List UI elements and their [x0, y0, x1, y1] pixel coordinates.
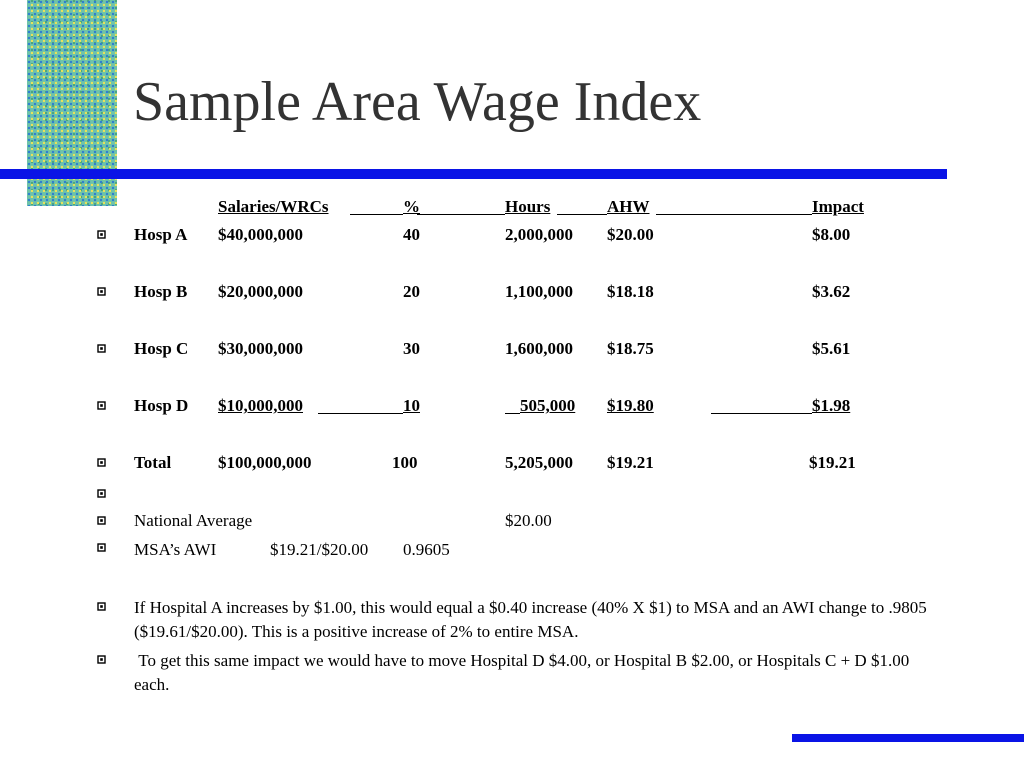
- explanation-paragraph-2: To get this same impact we would have to move Hospital D $4.00, or Hospital B $2.00, or Hospitals C + D $1.00 each.: [134, 651, 914, 694]
- row-pct: 100: [392, 453, 418, 472]
- square-bullet-icon: [97, 489, 106, 498]
- square-bullet-icon: [97, 230, 106, 239]
- header-ahw: AHW: [607, 197, 650, 216]
- header-underline-gap: [656, 214, 812, 215]
- row-salaries: $30,000,000: [218, 339, 303, 358]
- row-ahw: $19.80: [607, 396, 654, 415]
- header-impact: Impact: [812, 197, 864, 216]
- square-bullet-icon: [97, 287, 106, 296]
- slide-title: Sample Area Wage Index: [133, 71, 702, 133]
- row-underline-gap: [505, 413, 520, 414]
- row-name: Hosp D: [134, 396, 189, 415]
- square-bullet-icon: [97, 458, 106, 467]
- row-salaries: $10,000,000: [218, 396, 303, 415]
- row-hours: 5,205,000: [505, 453, 573, 472]
- row-name: Hosp B: [134, 282, 188, 301]
- row-pct: 20: [403, 282, 420, 301]
- row-underline-gap: [318, 413, 403, 414]
- row-name: Hosp C: [134, 339, 189, 358]
- row-underline-gap: [711, 413, 812, 414]
- square-bullet-icon: [97, 516, 106, 525]
- row-salaries: $40,000,000: [218, 225, 303, 244]
- msa-awi-label: MSA’s AWI: [134, 540, 217, 559]
- header-pct: %: [403, 197, 420, 216]
- header-salaries: Salaries/WRCs: [218, 197, 329, 216]
- square-bullet-icon: [97, 655, 106, 664]
- bottom-accent-bar: [792, 734, 1024, 742]
- row-salaries: $100,000,000: [218, 453, 312, 472]
- row-pct: 10: [403, 396, 420, 415]
- row-ahw: $20.00: [607, 225, 654, 244]
- row-impact: $5.61: [812, 339, 851, 358]
- square-bullet-icon: [97, 401, 106, 410]
- row-ahw: $18.18: [607, 282, 654, 301]
- national-average-label: National Average: [134, 511, 253, 530]
- row-hours: 2,000,000: [505, 225, 573, 244]
- row-hours: 1,100,000: [505, 282, 573, 301]
- square-bullet-icon: [97, 602, 106, 611]
- msa-awi-ratio: $19.21/$20.00: [270, 540, 369, 559]
- row-impact: $3.62: [812, 282, 851, 301]
- square-bullet-icon: [97, 543, 106, 552]
- row-salaries: $20,000,000: [218, 282, 303, 301]
- explanation-paragraph-1: If Hospital A increases by $1.00, this would equal a $0.40 increase (40% X $1) to MSA and an AWI change to .9805 ($19.61/$20.00). This is a positive increase of 2% to entire MSA.: [134, 598, 927, 641]
- row-hours: 1,600,000: [505, 339, 573, 358]
- row-name: Total: [134, 453, 172, 472]
- national-average-value: $20.00: [505, 511, 552, 530]
- msa-awi-value: 0.9605: [403, 540, 450, 559]
- row-impact: $8.00: [812, 225, 851, 244]
- row-impact: $1.98: [812, 396, 851, 415]
- header-underline-gap: [557, 214, 607, 215]
- header-hours: Hours: [505, 197, 551, 216]
- row-name: Hosp A: [134, 225, 188, 244]
- row-impact: $19.21: [809, 453, 856, 472]
- row-pct: 30: [403, 339, 420, 358]
- row-ahw: $18.75: [607, 339, 654, 358]
- title-underline-bar: [0, 169, 947, 179]
- row-pct: 40: [403, 225, 420, 244]
- row-ahw: $19.21: [607, 453, 654, 472]
- square-bullet-icon: [97, 344, 106, 353]
- row-hours: 505,000: [520, 396, 576, 415]
- header-underline-gap: [417, 214, 505, 215]
- header-underline-gap: [350, 214, 403, 215]
